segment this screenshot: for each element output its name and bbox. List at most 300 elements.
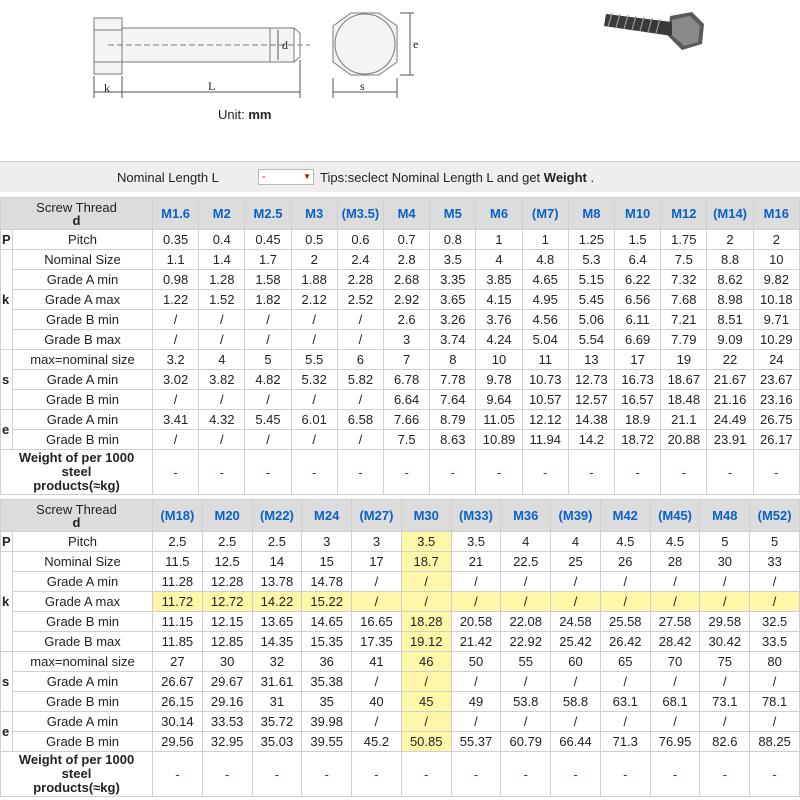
- table-cell: 60.79: [501, 732, 551, 752]
- table-cell: 30.14: [153, 712, 203, 732]
- table-cell: 16.57: [615, 390, 661, 410]
- table-cell: 3.02: [153, 370, 199, 390]
- weight-label: [1, 752, 153, 797]
- table-cell: 12.72: [202, 592, 252, 612]
- table-cell: 18.28: [401, 612, 451, 632]
- table-cell: 8.8: [707, 250, 753, 270]
- param-label: Grade B min: [13, 612, 153, 632]
- weight-cell: -: [650, 752, 700, 797]
- table-cell: /: [337, 430, 383, 450]
- table-cell: 10.57: [522, 390, 568, 410]
- k-dimension-label: k: [104, 81, 110, 95]
- table-cell: 4.5: [600, 532, 650, 552]
- table-cell: 30: [700, 552, 750, 572]
- table-cell: 11.72: [153, 592, 203, 612]
- table-cell: 75: [700, 652, 750, 672]
- table-cell: 4.32: [199, 410, 245, 430]
- table-cell: 3.26: [430, 310, 476, 330]
- table-cell: 14.38: [568, 410, 614, 430]
- table-cell: 12.28: [202, 572, 252, 592]
- param-label: Grade B min: [13, 732, 153, 752]
- table-cell: 80: [750, 652, 800, 672]
- table-cell: /: [245, 310, 291, 330]
- table-cell: /: [153, 310, 199, 330]
- table-cell: /: [501, 672, 551, 692]
- table-cell: 31.61: [252, 672, 302, 692]
- size-header: M16: [753, 198, 799, 230]
- param-group: s: [1, 652, 13, 712]
- param-label: Grade B min: [13, 692, 153, 712]
- size-header: M48: [700, 500, 750, 532]
- table-cell: 10.73: [522, 370, 568, 390]
- table-cell: 40: [352, 692, 402, 712]
- table-cell: /: [551, 572, 601, 592]
- table-cell: 5.04: [522, 330, 568, 350]
- param-group: P: [1, 230, 13, 250]
- table-cell: 6.4: [615, 250, 661, 270]
- table-cell: 45.2: [352, 732, 402, 752]
- table-cell: 30.42: [700, 632, 750, 652]
- table-cell: 18.48: [661, 390, 707, 410]
- table-cell: 33.5: [750, 632, 800, 652]
- table-cell: 1.75: [661, 230, 707, 250]
- size-header: (M39): [551, 500, 601, 532]
- table-cell: 68.1: [650, 692, 700, 712]
- table-cell: 10.18: [753, 290, 799, 310]
- table-cell: 21: [451, 552, 501, 572]
- table-cell: 8.63: [430, 430, 476, 450]
- param-label: Nominal Size: [13, 552, 153, 572]
- table-cell: 12.85: [202, 632, 252, 652]
- size-header: M3: [291, 198, 337, 230]
- weight-cell: -: [451, 752, 501, 797]
- table-cell: 17: [615, 350, 661, 370]
- table-cell: /: [245, 330, 291, 350]
- table-cell: 35.38: [302, 672, 352, 692]
- table-cell: 78.1: [750, 692, 800, 712]
- table-cell: 9.71: [753, 310, 799, 330]
- table-cell: 66.44: [551, 732, 601, 752]
- table-cell: 12.12: [522, 410, 568, 430]
- table-cell: 31: [252, 692, 302, 712]
- weight-cell: -: [302, 752, 352, 797]
- table-cell: 9.82: [753, 270, 799, 290]
- table-cell: 45: [401, 692, 451, 712]
- table-cell: /: [451, 672, 501, 692]
- param-label: Grade A min: [13, 370, 153, 390]
- table-cell: /: [551, 592, 601, 612]
- table-cell: 49: [451, 692, 501, 712]
- table-cell: 0.8: [430, 230, 476, 250]
- table-cell: 2: [753, 230, 799, 250]
- size-header: M12: [661, 198, 707, 230]
- table-cell: /: [401, 672, 451, 692]
- table-cell: 55: [501, 652, 551, 672]
- table-cell: 23.67: [753, 370, 799, 390]
- weight-cell: -: [153, 450, 199, 495]
- table-cell: 0.45: [245, 230, 291, 250]
- table-cell: 8.79: [430, 410, 476, 430]
- table-cell: 26.75: [753, 410, 799, 430]
- weight-cell: -: [551, 752, 601, 797]
- table-cell: /: [401, 572, 451, 592]
- size-header: M2: [199, 198, 245, 230]
- table-cell: 14.35: [252, 632, 302, 652]
- weight-label-line-1: Weight of per 1000: [18, 450, 135, 465]
- screw-thread-header: [1, 198, 153, 230]
- size-header: M6: [476, 198, 522, 230]
- table-cell: 15.35: [302, 632, 352, 652]
- table-cell: 22.5: [501, 552, 551, 572]
- size-header: M2.5: [245, 198, 291, 230]
- weight-cell: -: [245, 450, 291, 495]
- header-line-1: Screw Thread: [36, 199, 117, 215]
- table-cell: 2: [291, 250, 337, 270]
- table-cell: 10: [476, 350, 522, 370]
- table-cell: 29.67: [202, 672, 252, 692]
- table-cell: 7.79: [661, 330, 707, 350]
- table-cell: 26.15: [153, 692, 203, 712]
- table-cell: 5: [700, 532, 750, 552]
- table-cell: 22: [707, 350, 753, 370]
- table-cell: 8.51: [707, 310, 753, 330]
- table-cell: /: [650, 712, 700, 732]
- param-label: Grade B max: [13, 632, 153, 652]
- table-cell: 35.72: [252, 712, 302, 732]
- table-cell: 13.78: [252, 572, 302, 592]
- table-cell: 26.17: [753, 430, 799, 450]
- table-cell: 5: [245, 350, 291, 370]
- table-cell: 4.15: [476, 290, 522, 310]
- table-cell: 27: [153, 652, 203, 672]
- weight-cell: -: [522, 450, 568, 495]
- table-cell: /: [551, 672, 601, 692]
- table-cell: 29.16: [202, 692, 252, 712]
- table-cell: /: [352, 572, 402, 592]
- table-cell: 60: [551, 652, 601, 672]
- weight-cell: -: [615, 450, 661, 495]
- table-cell: /: [650, 592, 700, 612]
- table-cell: 11.5: [153, 552, 203, 572]
- table-cell: 4: [501, 532, 551, 552]
- table-cell: 4: [476, 250, 522, 270]
- table-cell: 14: [252, 552, 302, 572]
- table-cell: 5.5: [291, 350, 337, 370]
- table-cell: 11: [522, 350, 568, 370]
- table-cell: 4.8: [522, 250, 568, 270]
- size-header: (M33): [451, 500, 501, 532]
- table-cell: 5.54: [568, 330, 614, 350]
- table-cell: 50.85: [401, 732, 451, 752]
- weight-cell: -: [661, 450, 707, 495]
- table-cell: 0.98: [153, 270, 199, 290]
- weight-cell: -: [600, 752, 650, 797]
- length-dimension-label: L: [208, 79, 216, 93]
- param-group: e: [1, 410, 13, 450]
- table-cell: 30: [202, 652, 252, 672]
- table-cell: 16.65: [352, 612, 402, 632]
- param-label: Grade B min: [13, 430, 153, 450]
- table-cell: 12.5: [202, 552, 252, 572]
- table-cell: 22.92: [501, 632, 551, 652]
- table-cell: 82.6: [700, 732, 750, 752]
- table-cell: 20.88: [661, 430, 707, 450]
- bolt-photo: [604, 12, 704, 50]
- table-cell: 2.52: [337, 290, 383, 310]
- size-header: (M22): [252, 500, 302, 532]
- table-cell: 1.58: [245, 270, 291, 290]
- table-cell: /: [501, 712, 551, 732]
- size-header: (M27): [352, 500, 402, 532]
- weight-cell: -: [707, 450, 753, 495]
- weight-cell: -: [291, 450, 337, 495]
- table-cell: 17: [352, 552, 402, 572]
- table-cell: 12.73: [568, 370, 614, 390]
- table-cell: 7.21: [661, 310, 707, 330]
- chevron-down-icon: ▼: [303, 172, 311, 181]
- table-cell: /: [153, 330, 199, 350]
- header-line-2: d: [72, 212, 81, 228]
- table-cell: /: [337, 390, 383, 410]
- table-cell: 9.64: [476, 390, 522, 410]
- table-cell: 2.12: [291, 290, 337, 310]
- param-label: Pitch: [13, 230, 153, 250]
- table-cell: 26.42: [600, 632, 650, 652]
- table-cell: 36: [302, 652, 352, 672]
- table-cell: 3.85: [476, 270, 522, 290]
- table-cell: 13: [568, 350, 614, 370]
- unit-note: [218, 107, 271, 122]
- table-cell: 1.4: [199, 250, 245, 270]
- table-cell: 63.1: [600, 692, 650, 712]
- table-cell: /: [600, 712, 650, 732]
- table-cell: 1.7: [245, 250, 291, 270]
- table-cell: 88.25: [750, 732, 800, 752]
- bolt-hex-view: [333, 13, 397, 75]
- table-cell: 17.35: [352, 632, 402, 652]
- tips-suffix: .: [586, 170, 595, 185]
- table-cell: 55.37: [451, 732, 501, 752]
- param-label: Nominal Size: [13, 250, 153, 270]
- param-group: e: [1, 712, 13, 752]
- table-cell: 5.45: [568, 290, 614, 310]
- table-cell: /: [750, 712, 800, 732]
- weight-label: [1, 450, 153, 495]
- table-cell: 23.91: [707, 430, 753, 450]
- table-cell: 5.15: [568, 270, 614, 290]
- table-cell: 6.22: [615, 270, 661, 290]
- param-group: k: [1, 552, 13, 652]
- param-label: Pitch: [13, 532, 153, 552]
- table-cell: 18.9: [615, 410, 661, 430]
- table-cell: 3: [352, 532, 402, 552]
- table-cell: 21.67: [707, 370, 753, 390]
- table-cell: 2.4: [337, 250, 383, 270]
- weight-label-line-3: products(≈kg): [33, 780, 120, 795]
- table-cell: 18.72: [615, 430, 661, 450]
- header-line-1: Screw Thread: [36, 501, 117, 517]
- table-cell: 3: [384, 330, 430, 350]
- table-cell: 70: [650, 652, 700, 672]
- table-cell: 2.28: [337, 270, 383, 290]
- table-cell: 28: [650, 552, 700, 572]
- table-cell: 23.16: [753, 390, 799, 410]
- table-cell: 6.56: [615, 290, 661, 310]
- table-cell: 35: [302, 692, 352, 712]
- table-cell: 12.15: [202, 612, 252, 632]
- param-label: Grade B min: [13, 390, 153, 410]
- table-cell: 12.57: [568, 390, 614, 410]
- table-cell: /: [337, 330, 383, 350]
- param-label: max=nominal size: [13, 652, 153, 672]
- size-header: M20: [202, 500, 252, 532]
- nominal-length-select-value: -: [262, 171, 266, 183]
- table-cell: 7.68: [661, 290, 707, 310]
- weight-cell: -: [430, 450, 476, 495]
- table-cell: 0.7: [384, 230, 430, 250]
- table-cell: /: [153, 430, 199, 450]
- unit-prefix: Unit:: [218, 107, 249, 122]
- size-header: M5: [430, 198, 476, 230]
- size-header: M1.6: [153, 198, 199, 230]
- weight-cell: -: [476, 450, 522, 495]
- size-header: M42: [600, 500, 650, 532]
- weight-label-line-3: products(≈kg): [33, 478, 120, 493]
- table-cell: 22.08: [501, 612, 551, 632]
- weight-cell: -: [153, 752, 203, 797]
- table-cell: /: [750, 592, 800, 612]
- table-cell: 3.2: [153, 350, 199, 370]
- table-cell: 9.09: [707, 330, 753, 350]
- table-cell: 7.5: [384, 430, 430, 450]
- table-cell: 13.65: [252, 612, 302, 632]
- table-cell: 28.42: [650, 632, 700, 652]
- table-cell: 76.95: [650, 732, 700, 752]
- table-cell: 1: [476, 230, 522, 250]
- weight-label-line-2: steel: [61, 766, 92, 781]
- param-label: max=nominal size: [13, 350, 153, 370]
- table-cell: 2.68: [384, 270, 430, 290]
- table-cell: 7.32: [661, 270, 707, 290]
- table-cell: 6: [337, 350, 383, 370]
- s-dimension-label: s: [360, 79, 365, 93]
- table-cell: 29.58: [700, 612, 750, 632]
- size-header: (M45): [650, 500, 700, 532]
- weight-label-line-2: steel: [61, 464, 92, 479]
- table-cell: 41: [352, 652, 402, 672]
- table-cell: 0.35: [153, 230, 199, 250]
- tips-text: [320, 170, 594, 185]
- table-cell: 7.64: [430, 390, 476, 410]
- size-header: (M3.5): [337, 198, 383, 230]
- table-cell: /: [750, 572, 800, 592]
- table-cell: 9.78: [476, 370, 522, 390]
- param-label: Grade A min: [13, 410, 153, 430]
- table-cell: 1: [522, 230, 568, 250]
- table-cell: 7.78: [430, 370, 476, 390]
- table-cell: /: [199, 310, 245, 330]
- table-cell: 21.42: [451, 632, 501, 652]
- table-cell: /: [700, 672, 750, 692]
- table-cell: 0.5: [291, 230, 337, 250]
- table-cell: /: [352, 712, 402, 732]
- table-cell: 24: [753, 350, 799, 370]
- table-cell: 26: [600, 552, 650, 572]
- table-cell: 14.22: [252, 592, 302, 612]
- size-header: M10: [615, 198, 661, 230]
- table-cell: 3.65: [430, 290, 476, 310]
- table-cell: /: [451, 712, 501, 732]
- table-cell: /: [600, 672, 650, 692]
- table-cell: 73.1: [700, 692, 750, 712]
- table-cell: 21.16: [707, 390, 753, 410]
- table-cell: /: [199, 430, 245, 450]
- table-cell: 32.95: [202, 732, 252, 752]
- table-cell: 3.5: [451, 532, 501, 552]
- table-cell: 1.52: [199, 290, 245, 310]
- table-cell: 4.24: [476, 330, 522, 350]
- table-cell: /: [352, 672, 402, 692]
- table-cell: 53.8: [501, 692, 551, 712]
- e-dimension-label: e: [413, 37, 419, 51]
- param-label: Grade A max: [13, 592, 153, 612]
- table-cell: 39.98: [302, 712, 352, 732]
- unit-value: mm: [248, 107, 272, 122]
- table-cell: 10: [753, 250, 799, 270]
- table-cell: 7: [384, 350, 430, 370]
- table-cell: /: [199, 390, 245, 410]
- weight-label-line-1: Weight of per 1000: [18, 752, 135, 767]
- table-cell: 5.45: [245, 410, 291, 430]
- table-cell: 14.78: [302, 572, 352, 592]
- table-cell: 4.95: [522, 290, 568, 310]
- table-cell: 65: [600, 652, 650, 672]
- weight-cell: -: [401, 752, 451, 797]
- table-cell: 5.3: [568, 250, 614, 270]
- table-cell: 8: [430, 350, 476, 370]
- bolt-diagram: [0, 0, 800, 160]
- table-cell: 10.29: [753, 330, 799, 350]
- table-cell: 7.66: [384, 410, 430, 430]
- table-cell: 8.98: [707, 290, 753, 310]
- table-cell: /: [153, 390, 199, 410]
- table-cell: 21.1: [661, 410, 707, 430]
- table-cell: 15.22: [302, 592, 352, 612]
- tips-weight: Weight: [543, 170, 587, 185]
- table-cell: 2.8: [384, 250, 430, 270]
- nominal-length-select[interactable]: [258, 169, 314, 185]
- weight-cell: -: [750, 752, 800, 797]
- table-cell: /: [501, 592, 551, 612]
- table-cell: 39.55: [302, 732, 352, 752]
- table-cell: 1.28: [199, 270, 245, 290]
- table-cell: 5: [750, 532, 800, 552]
- table-cell: 19: [661, 350, 707, 370]
- table-cell: 25.42: [551, 632, 601, 652]
- table-cell: /: [551, 712, 601, 732]
- size-header: M8: [568, 198, 614, 230]
- param-label: Grade A min: [13, 270, 153, 290]
- table-cell: 4.5: [650, 532, 700, 552]
- table-cell: 4.56: [522, 310, 568, 330]
- table-cell: 2.5: [252, 532, 302, 552]
- table-cell: 6.64: [384, 390, 430, 410]
- table-cell: 29.56: [153, 732, 203, 752]
- size-header: (M14): [707, 198, 753, 230]
- tips-prefix: Tips:seclect Nominal Length L and get: [320, 170, 544, 185]
- table-cell: /: [245, 390, 291, 410]
- table-cell: 33.53: [202, 712, 252, 732]
